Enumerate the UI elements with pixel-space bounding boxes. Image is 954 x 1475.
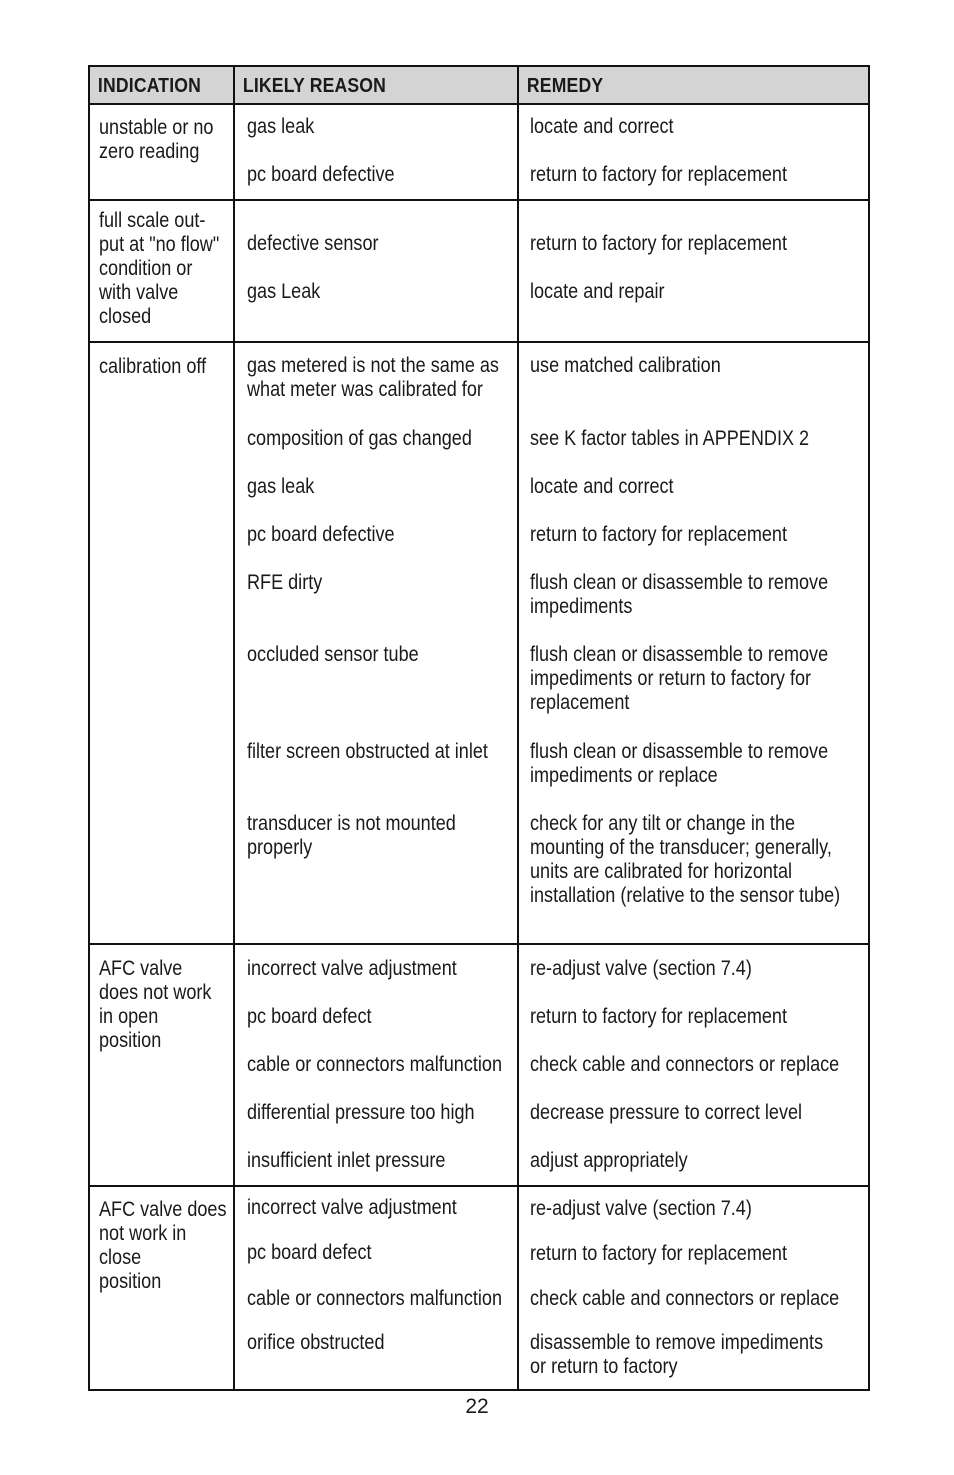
remedy-cell [519, 343, 868, 943]
likely-reason-text: what meter was calibrated for [247, 378, 483, 401]
remedy-text: impediments or replace [530, 764, 718, 787]
remedy-text: use matched calibration [530, 354, 721, 377]
likely-reason-text: pc board defective [247, 523, 395, 546]
header-likely-reason: LIKELY REASON [242, 75, 387, 97]
remedy-text: mounting of the transducer; generally, [530, 836, 832, 859]
header-divider [517, 67, 519, 105]
remedy-text: adjust appropriately [530, 1149, 688, 1172]
likely-reason-text: RFE dirty [247, 571, 323, 594]
header-remedy: REMEDY [526, 75, 604, 97]
likely-reason-text: properly [247, 836, 313, 859]
indication-text: unstable or no [99, 116, 214, 139]
troubleshooting-table [88, 65, 870, 1391]
remedy-text: check cable and connectors or replace [530, 1287, 840, 1310]
remedy-text: disassemble to remove impediments [530, 1331, 824, 1354]
remedy-text: locate and correct [530, 475, 674, 498]
remedy-text: return to factory for replacement [530, 523, 787, 546]
remedy-text: check for any tilt or change in the [530, 812, 796, 835]
header-divider [233, 67, 235, 105]
remedy-text: re-adjust valve (section 7.4) [530, 1197, 752, 1220]
likely-reason-text: filter screen obstructed at inlet [247, 740, 488, 763]
indication-text: closed [99, 305, 152, 328]
likely-reason-cell [235, 945, 519, 1185]
indication-cell [90, 343, 235, 943]
remedy-cell [519, 945, 868, 1185]
remedy-text: impediments or return to factory for [530, 667, 812, 690]
indication-text: AFC valve does [99, 1198, 227, 1221]
likely-reason-text: cable or connectors malfunction [247, 1287, 502, 1310]
likely-reason-text: defective sensor [247, 232, 379, 255]
table-row [90, 105, 868, 201]
remedy-cell [519, 201, 868, 341]
indication-text: put at "no flow" [99, 233, 220, 256]
indication-text: condition or [99, 257, 193, 280]
likely-reason-cell [235, 1187, 519, 1389]
likely-reason-text: insufficient inlet pressure [247, 1149, 446, 1172]
page-number: 22 [465, 1395, 489, 1418]
likely-reason-text: gas leak [247, 115, 315, 138]
table-header [90, 67, 868, 105]
likely-reason-text: gas Leak [247, 280, 321, 303]
likely-reason-text: gas metered is not the same as [247, 354, 499, 377]
remedy-text: return to factory for replacement [530, 1005, 787, 1028]
table-row [90, 945, 868, 1187]
indication-cell [90, 1187, 235, 1389]
likely-reason-text: pc board defect [247, 1005, 372, 1028]
likely-reason-text: transducer is not mounted [247, 812, 456, 835]
remedy-text: flush clean or disassemble to remove [530, 740, 829, 763]
remedy-text: return to factory for replacement [530, 163, 787, 186]
remedy-text: locate and repair [530, 280, 665, 303]
likely-reason-cell [235, 105, 519, 199]
likely-reason-text: cable or connectors malfunction [247, 1053, 502, 1076]
indication-text: full scale out- [99, 209, 206, 232]
remedy-cell [519, 1187, 868, 1389]
likely-reason-text: pc board defect [247, 1241, 372, 1264]
indication-text: AFC valve [99, 957, 183, 980]
indication-text: calibration off [99, 355, 207, 378]
remedy-text: see K factor tables in APPENDIX 2 [530, 427, 810, 450]
remedy-text: replacement [530, 691, 630, 714]
remedy-text: installation (relative to the sensor tube) [530, 884, 841, 907]
likely-reason-cell [235, 201, 519, 341]
header-indication: INDICATION [97, 75, 202, 97]
table-row [90, 201, 868, 343]
likely-reason-text: pc board defective [247, 163, 395, 186]
remedy-text: units are calibrated for horizontal [530, 860, 793, 883]
likely-reason-text: incorrect valve adjustment [247, 1196, 457, 1219]
indication-text: in open [99, 1005, 159, 1028]
remedy-text: return to factory for replacement [530, 1242, 787, 1265]
likely-reason-text: gas leak [247, 475, 315, 498]
indication-text: position [99, 1270, 162, 1293]
indication-text: not work in [99, 1222, 187, 1245]
likely-reason-text: occluded sensor tube [247, 643, 419, 666]
table-row [90, 1187, 868, 1389]
indication-text: does not work [99, 981, 212, 1004]
table-row [90, 343, 868, 945]
remedy-text: decrease pressure to correct level [530, 1101, 803, 1124]
likely-reason-text: orifice obstructed [247, 1331, 385, 1354]
remedy-text: flush clean or disassemble to remove [530, 571, 829, 594]
likely-reason-text: composition of gas changed [247, 427, 472, 450]
remedy-text: or return to factory [530, 1355, 678, 1378]
indication-text: position [99, 1029, 162, 1052]
table-body [90, 105, 868, 1389]
likely-reason-cell [235, 343, 519, 943]
indication-cell [90, 201, 235, 341]
indication-text: with valve [99, 281, 179, 304]
likely-reason-text: incorrect valve adjustment [247, 957, 457, 980]
remedy-text: locate and correct [530, 115, 674, 138]
remedy-text: re-adjust valve (section 7.4) [530, 957, 752, 980]
likely-reason-text: differential pressure too high [247, 1101, 475, 1124]
remedy-text: impediments [530, 595, 633, 618]
remedy-cell [519, 105, 868, 199]
indication-text: zero reading [99, 140, 200, 163]
indication-text: close [99, 1246, 142, 1269]
remedy-text: flush clean or disassemble to remove [530, 643, 829, 666]
indication-cell [90, 945, 235, 1185]
indication-cell [90, 105, 235, 199]
remedy-text: check cable and connectors or replace [530, 1053, 840, 1076]
remedy-text: return to factory for replacement [530, 232, 787, 255]
